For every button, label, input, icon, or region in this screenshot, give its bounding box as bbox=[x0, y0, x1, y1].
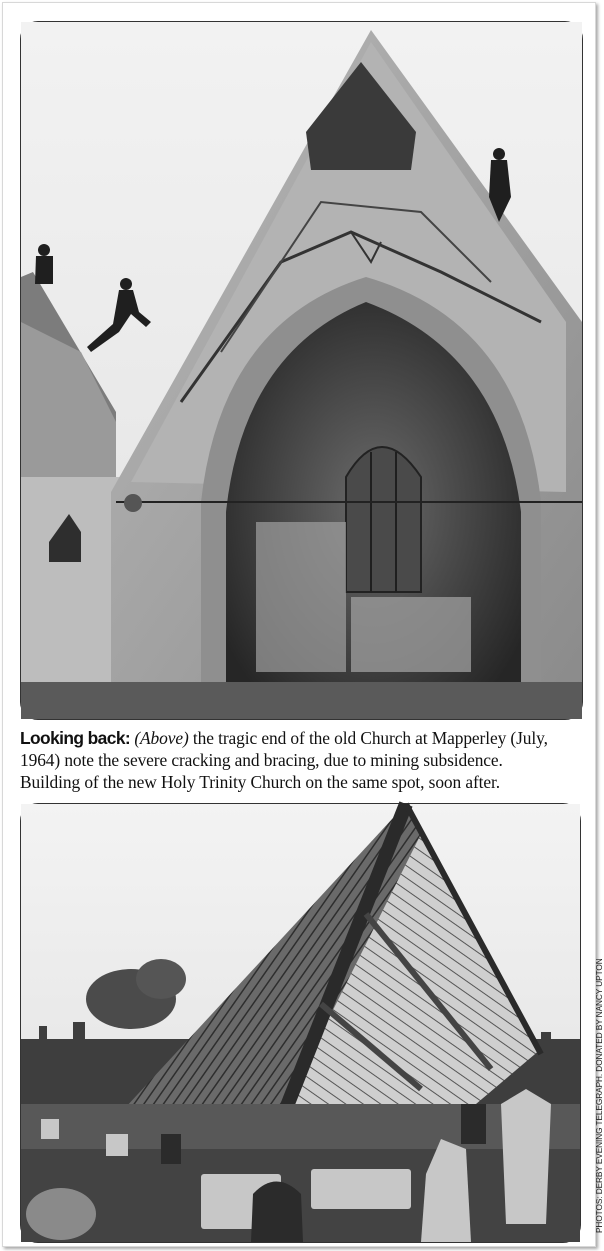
caption-lead: Looking back: bbox=[20, 728, 131, 748]
photo-credit: PHOTOS: DERBY EVENING TELEGRAPH. DONATED BY NANCY UPTON bbox=[594, 958, 604, 1233]
caption-line-2: 1964) note the severe cracking and bracing, due to mining subsidence. bbox=[20, 750, 503, 770]
photo-old-church-ruin bbox=[20, 21, 583, 720]
photo-caption bbox=[20, 727, 583, 793]
photo-new-church-construction bbox=[20, 803, 581, 1243]
caption-line-3: Building of the new Holy Trinity Church on the same spot, soon after. bbox=[20, 772, 501, 792]
caption-parenthetical: (Above) bbox=[134, 728, 189, 748]
newspaper-clipping bbox=[2, 2, 604, 1247]
new-church-frame-image bbox=[21, 804, 580, 1242]
caption-line-1-text: the tragic end of the old Church at Mapperley (July, bbox=[188, 728, 548, 748]
caption-line-1 bbox=[20, 727, 583, 749]
old-church-gable-image bbox=[21, 22, 582, 719]
